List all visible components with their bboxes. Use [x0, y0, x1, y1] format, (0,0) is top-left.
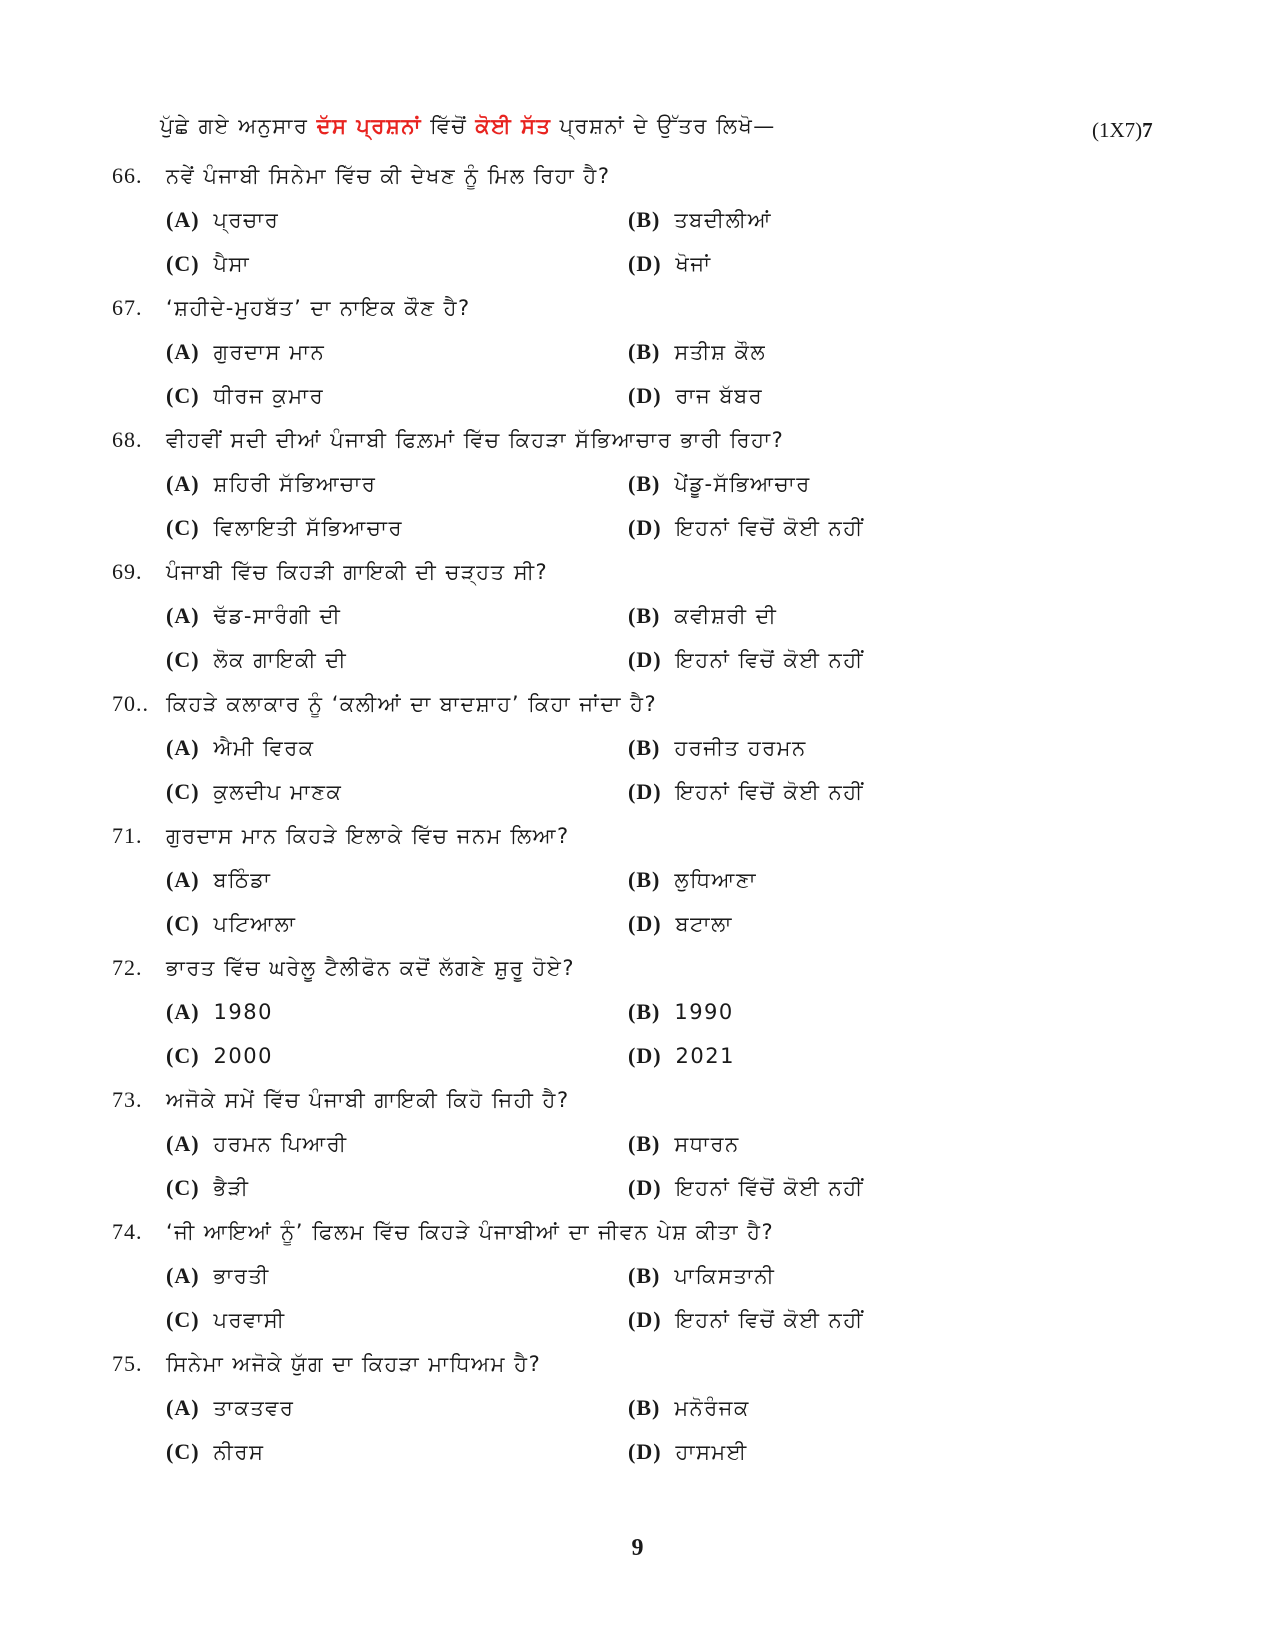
options-row [166, 726, 1172, 770]
instructions-text-2: ਵਿੱਚੋਂ [421, 114, 476, 138]
option-letter: (C) [166, 911, 200, 936]
answer-option [166, 1395, 628, 1421]
options-row [166, 1386, 1172, 1430]
answer-option [628, 383, 763, 409]
option-letter: (A) [166, 339, 200, 364]
option-text: ਪਟਿਆਲਾ [213, 911, 297, 936]
question-text: ਪੰਜਾਬੀ ਵਿੱਚ ਕਿਹੜੀ ਗਾਇਕੀ ਦੀ ਚੜ੍ਹਤ ਸੀ? [166, 559, 549, 584]
option-text: 2021 [675, 1044, 735, 1068]
option-letter: (D) [628, 1439, 662, 1464]
answer-option [628, 867, 757, 893]
marks-total: 7 [1142, 118, 1153, 142]
question-block [112, 1078, 1172, 1210]
question-block [112, 418, 1172, 550]
answer-option [166, 1439, 628, 1465]
option-text: ਧੀਰਜ ਕੁਮਾਰ [213, 383, 325, 408]
question-line [112, 1342, 1172, 1386]
question-number: 66. [112, 163, 143, 188]
answer-option [628, 647, 864, 673]
option-text: ਬਠਿੰਡਾ [213, 867, 272, 892]
options-row [166, 242, 1172, 286]
marks-allocation [1092, 118, 1153, 143]
option-letter: (C) [166, 1439, 200, 1464]
option-text: ਭੈੜੀ [213, 1175, 250, 1200]
instructions [160, 114, 1160, 150]
option-letter: (D) [628, 1043, 662, 1068]
answer-option [166, 603, 628, 629]
question-line [112, 814, 1172, 858]
question-line [112, 154, 1172, 198]
option-letter: (C) [166, 1307, 200, 1332]
question-line [112, 550, 1172, 594]
option-letter: (D) [628, 1307, 662, 1332]
options-row [166, 1298, 1172, 1342]
option-letter: (B) [628, 603, 661, 628]
question-block [112, 946, 1172, 1078]
option-letter: (B) [628, 471, 661, 496]
option-letter: (D) [628, 515, 662, 540]
options-row [166, 374, 1172, 418]
options-row [166, 1254, 1172, 1298]
answer-option [166, 647, 628, 673]
question-block [112, 682, 1172, 814]
answer-option [628, 911, 733, 937]
answer-option [166, 515, 628, 541]
answer-option [628, 603, 777, 629]
options-row [166, 1034, 1172, 1078]
question-line [112, 946, 1172, 990]
instructions-highlight-1: ਦੱਸ ਪ੍ਰਸ਼ਨਾਂ [316, 114, 422, 138]
option-text: ਇਹਨਾਂ ਵਿਚੋਂ ਕੋਈ ਨਹੀਂ [675, 647, 864, 672]
option-letter: (B) [628, 999, 661, 1024]
question-line [112, 418, 1172, 462]
option-text: ਕੁਲਦੀਪ ਮਾਣਕ [213, 779, 343, 804]
option-text: ਲੁਧਿਆਣਾ [674, 867, 758, 892]
options-row [166, 462, 1172, 506]
option-letter: (D) [628, 251, 662, 276]
answer-option [628, 999, 734, 1025]
answer-option [628, 1307, 864, 1333]
question-block [112, 286, 1172, 418]
options-row [166, 902, 1172, 946]
question-list [112, 154, 1172, 1474]
question-text: ਕਿਹੜੇ ਕਲਾਕਾਰ ਨੂੰ ‘ਕਲੀਆਂ ਦਾ ਬਾਦਸ਼ਾਹ’ ਕਿਹਾ ਜਾਂਦਾ ਹੈ? [166, 691, 658, 716]
question-block [112, 550, 1172, 682]
option-text: ਮਨੋਰੰਜਕ [674, 1395, 750, 1420]
answer-option [628, 251, 712, 277]
options-row [166, 1166, 1172, 1210]
answer-option [628, 1175, 864, 1201]
option-text: ਇਹਨਾਂ ਵਿਚੋਂ ਕੋਈ ਨਹੀਂ [675, 1307, 864, 1332]
option-text: ਇਹਨਾਂ ਵਿਚੋਂ ਕੋਈ ਨਹੀਂ [675, 515, 864, 540]
options-row [166, 638, 1172, 682]
option-text: ਗੁਰਦਾਸ ਮਾਨ [213, 339, 326, 364]
option-letter: (C) [166, 1175, 200, 1200]
option-letter: (D) [628, 647, 662, 672]
option-letter: (B) [628, 339, 661, 364]
options-row [166, 990, 1172, 1034]
question-text: ਭਾਰਤ ਵਿੱਚ ਘਰੇਲੂ ਟੈਲੀਫੋਨ ਕਦੋਂ ਲੱਗਣੇ ਸ਼ੁਰੂ ਹੋਏ? [166, 955, 576, 980]
marks-formula: (1X7) [1092, 118, 1143, 142]
option-letter: (A) [166, 1131, 200, 1156]
instructions-text-1: ਪੁੱਛੇ ਗਏ ਅਨੁਸਾਰ [160, 114, 317, 138]
option-text: ਤਾਕਤਵਰ [213, 1395, 295, 1420]
question-number: 74. [112, 1219, 143, 1244]
option-letter: (B) [628, 1131, 661, 1156]
option-text: ਹਰਜੀਤ ਹਰਮਨ [674, 735, 807, 760]
question-number: 73. [112, 1087, 143, 1112]
option-letter: (A) [166, 1395, 200, 1420]
option-text: ਪੇਂਡੂ-ਸੱਭਿਆਚਾਰ [674, 471, 811, 496]
option-letter: (C) [166, 251, 200, 276]
option-text: ਲੋਕ ਗਾਇਕੀ ਦੀ [213, 647, 348, 672]
option-letter: (B) [628, 735, 661, 760]
question-block [112, 814, 1172, 946]
question-number: 69. [112, 559, 143, 584]
question-text: ਅਜੋਕੇ ਸਮੇਂ ਵਿੱਚ ਪੰਜਾਬੀ ਗਾਇਕੀ ਕਿਹੋ ਜਿਹੀ ਹੈ? [166, 1087, 570, 1112]
option-text: 1990 [674, 1000, 734, 1024]
answer-option [628, 515, 864, 541]
question-text: ਵੀਹਵੀਂ ਸਦੀ ਦੀਆਂ ਪੰਜਾਬੀ ਫਿਲ਼ਮਾਂ ਵਿੱਚ ਕਿਹੜਾ ਸੱਭਿਆਚਾਰ ਭਾਰੀ ਰਿਹਾ? [166, 427, 785, 452]
answer-option [166, 911, 628, 937]
option-letter: (A) [166, 735, 200, 760]
option-text: ਸ਼ਹਿਰੀ ਸੱਭਿਆਚਾਰ [213, 471, 377, 496]
options-row [166, 330, 1172, 374]
question-block [112, 1210, 1172, 1342]
answer-option [166, 1043, 628, 1069]
answer-option [628, 471, 811, 497]
answer-option [628, 1395, 750, 1421]
option-text: ਸਧਾਰਨ [674, 1131, 740, 1156]
option-letter: (B) [628, 867, 661, 892]
question-number: 68. [112, 427, 143, 452]
option-letter: (C) [166, 515, 200, 540]
option-letter: (D) [628, 383, 662, 408]
question-number: 67. [112, 295, 143, 320]
option-letter: (A) [166, 867, 200, 892]
question-line [112, 1078, 1172, 1122]
instructions-text-3: ਪ੍ਰਸ਼ਨਾਂ ਦੇ ਉੱਤਰ ਲਿਖੋ— [551, 114, 776, 138]
options-row [166, 770, 1172, 814]
answer-option [166, 207, 628, 233]
answer-option [628, 735, 807, 761]
option-text: ਹਾਸਮਈ [675, 1439, 748, 1464]
answer-option [166, 251, 628, 277]
option-letter: (D) [628, 779, 662, 804]
option-letter: (D) [628, 911, 662, 936]
answer-option [628, 1043, 735, 1069]
option-text: ਸਤੀਸ਼ ਕੌਲ [674, 339, 767, 364]
option-text: ਐਮੀ ਵਿਰਕ [213, 735, 315, 760]
page-number: 9 [631, 1535, 644, 1561]
option-letter: (C) [166, 647, 200, 672]
answer-option [166, 1131, 628, 1157]
option-letter: (C) [166, 779, 200, 804]
option-text: 1980 [213, 1000, 273, 1024]
answer-option [166, 1175, 628, 1201]
instructions-highlight-2: ਕੋਈ ਸੱਤ [475, 114, 552, 138]
option-letter: (C) [166, 1043, 200, 1068]
option-letter: (B) [628, 207, 661, 232]
question-text: ‘ਸ਼ਹੀਦੇ-ਮੁਹਬੱਤ’ ਦਾ ਨਾਇਕ ਕੌਣ ਹੈ? [166, 295, 471, 320]
option-text: ਇਹਨਾਂ ਵਿੱਚੋਂ ਕੋਈ ਨਹੀਂ [675, 1175, 864, 1200]
option-text: ਪਾਕਿਸਤਾਨੀ [674, 1263, 776, 1288]
answer-option [166, 779, 628, 805]
option-letter: (C) [166, 383, 200, 408]
options-row [166, 198, 1172, 242]
question-line [112, 682, 1172, 726]
option-letter: (B) [628, 1395, 661, 1420]
option-letter: (D) [628, 1175, 662, 1200]
answer-option [166, 339, 628, 365]
option-text: ਹਰਮਨ ਪਿਆਰੀ [213, 1131, 348, 1156]
answer-option [628, 339, 766, 365]
option-letter: (A) [166, 603, 200, 628]
question-text: ਨਵੇਂ ਪੰਜਾਬੀ ਸਿਨੇਮਾ ਵਿੱਚ ਕੀ ਦੇਖਣ ਨੂੰ ਮਿਲ ਰਿਹਾ ਹੈ? [166, 163, 611, 188]
question-line [112, 286, 1172, 330]
answer-option [166, 383, 628, 409]
question-text: ਸਿਨੇਮਾ ਅਜੋਕੇ ਯੁੱਗ ਦਾ ਕਿਹੜਾ ਮਾਧਿਅਮ ਹੈ? [166, 1351, 542, 1376]
options-row [166, 594, 1172, 638]
options-row [166, 1122, 1172, 1166]
option-text: ਨੀਰਸ [213, 1439, 265, 1464]
option-letter: (B) [628, 1263, 661, 1288]
option-text: 2000 [213, 1044, 273, 1068]
option-text: ਪਰਵਾਸੀ [213, 1307, 286, 1332]
question-block [112, 1342, 1172, 1474]
answer-option [166, 1263, 628, 1289]
answer-option [166, 999, 628, 1025]
option-letter: (A) [166, 1263, 200, 1288]
question-number: 75. [112, 1351, 143, 1376]
option-text: ਕਵੀਸ਼ਰੀ ਦੀ [674, 603, 778, 628]
answer-option [628, 779, 864, 805]
option-text: ਵਿਲਾਇਤੀ ਸੱਭਿਆਚਾਰ [213, 515, 403, 540]
answer-option [628, 1263, 775, 1289]
option-text: ਪੈਸਾ [213, 251, 251, 276]
question-number: 72. [112, 955, 143, 980]
answer-option [166, 735, 628, 761]
option-text: ਖੋਜਾਂ [675, 251, 712, 276]
option-text: ਪ੍ਰਚਾਰ [213, 207, 280, 232]
answer-option [166, 471, 628, 497]
answer-option [628, 207, 772, 233]
option-letter: (A) [166, 207, 200, 232]
option-text: ਤਬਦੀਲੀਆਂ [674, 207, 773, 232]
answer-option [628, 1439, 748, 1465]
answer-option [166, 1307, 628, 1333]
option-letter: (A) [166, 999, 200, 1024]
question-block [112, 154, 1172, 286]
question-number: 70.. [112, 691, 149, 716]
option-letter: (A) [166, 471, 200, 496]
answer-option [628, 1131, 740, 1157]
answer-option [166, 867, 628, 893]
option-text: ਭਾਰਤੀ [213, 1263, 270, 1288]
options-row [166, 858, 1172, 902]
option-text: ਬਟਾਲਾ [675, 911, 733, 936]
question-number: 71. [112, 823, 143, 848]
question-text: ‘ਜੀ ਆਇਆਂ ਨੂੰ’ ਫਿਲਮ ਵਿੱਚ ਕਿਹੜੇ ਪੰਜਾਬੀਆਂ ਦਾ ਜੀਵਨ ਪੇਸ਼ ਕੀਤਾ ਹੈ? [166, 1219, 775, 1244]
option-text: ਇਹਨਾਂ ਵਿਚੋਂ ਕੋਈ ਨਹੀਂ [675, 779, 864, 804]
question-line [112, 1210, 1172, 1254]
options-row [166, 506, 1172, 550]
question-text: ਗੁਰਦਾਸ ਮਾਨ ਕਿਹੜੇ ਇਲਾਕੇ ਵਿੱਚ ਜਨਮ ਲਿਆ? [166, 823, 570, 848]
option-text: ਢੱਡ-ਸਾਰੰਗੀ ਦੀ [213, 603, 342, 628]
options-row [166, 1430, 1172, 1474]
option-text: ਰਾਜ ਬੱਬਰ [675, 383, 764, 408]
